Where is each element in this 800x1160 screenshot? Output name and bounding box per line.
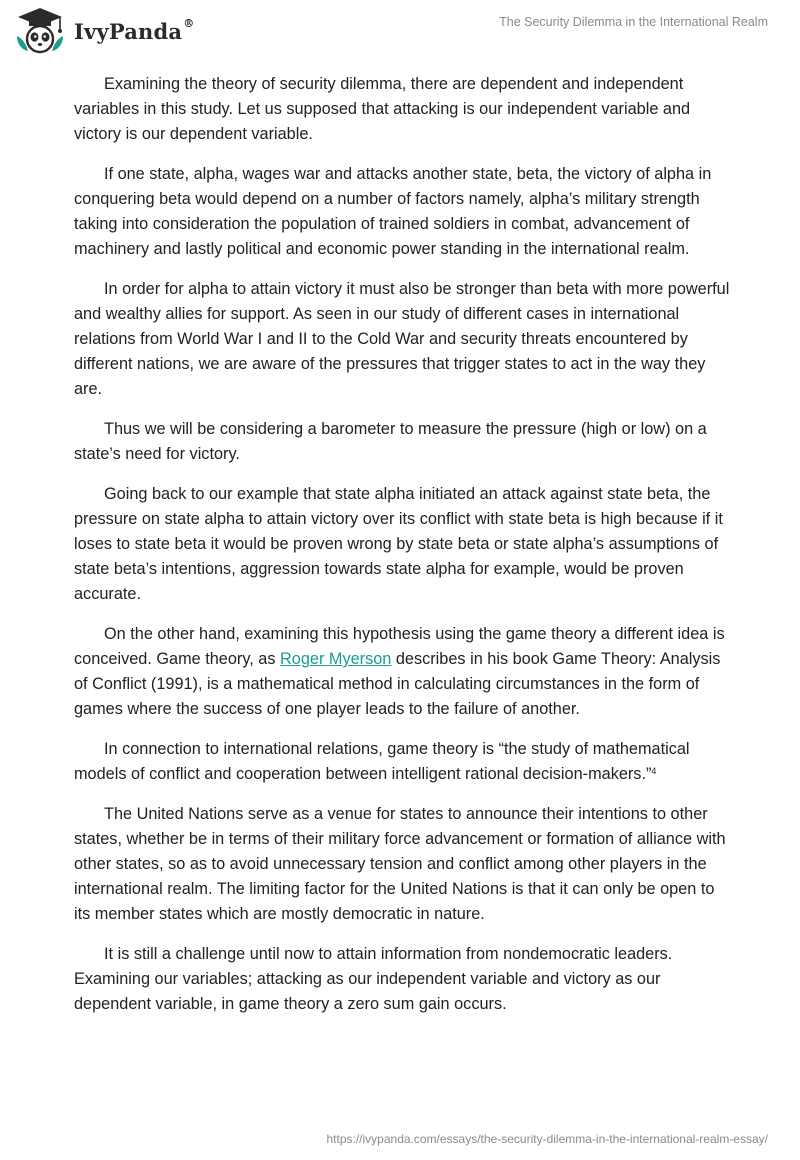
paragraph-text: describes in his book Game Theory: Analysis of Conflict (1991), is a mathematical method in calculating circumstances in the form of games where the success of one player leads to the failure of another. <box>74 650 721 718</box>
roger-myerson-link[interactable]: Roger Myerson <box>280 650 392 668</box>
ivypanda-logo[interactable] <box>14 6 194 56</box>
paragraph-text: On the other hand, examining this hypothesis using the game theory a different idea is conceived. Game theory, as <box>74 625 725 668</box>
page-header <box>0 0 800 60</box>
paragraph-international-relations <box>74 737 730 787</box>
logo-name: IvyPanda <box>74 18 183 44</box>
registered-mark: ® <box>183 16 195 30</box>
paragraph: If one state, alpha, wages war and attacks another state, beta, the victory of alpha in conquering beta would depend on a number of factors namely, alpha’s military strength taking into consideration the population of trained soldiers in combat, advancement of machinery and lastly political and economic power standing in the international realm. <box>74 165 712 258</box>
paragraph-game-theory <box>74 622 730 722</box>
paragraph: It is still a challenge until now to attain information from nondemocratic leaders. Examining our variables; attacking as our independent variable and victory as our dependent variable, in game theory a zero sum gain occurs. <box>74 945 673 1013</box>
source-url: https://ivypanda.com/essays/the-security-dilemma-in-the-international-realm-essay/ <box>326 1132 768 1146</box>
logo-wordmark <box>74 16 195 44</box>
paragraph: Going back to our example that state alpha initiated an attack against state beta, the pressure on state alpha to attain victory over its conflict with state beta is high because if it loses to state beta it would be proven wrong by state beta or state alpha’s assumptions of state beta’s intentions, aggression towards state alpha for example, would be proven accurate. <box>74 485 723 603</box>
paragraph: Thus we will be considering a barometer to measure the pressure (high or low) on a state’s need for victory. <box>74 420 707 463</box>
footnote-marker[interactable]: 4 <box>651 766 657 776</box>
panda-graduate-icon <box>14 6 66 56</box>
paragraph: The United Nations serve as a venue for states to announce their intentions to other states, whether be in terms of their military force advancement or formation of alliance with other states, so as to avoid unnecessary tension and conflict among other players in the international realm. The limiting factor for the United Nations is that it can only be open to its member states which are mostly democratic in nature. <box>74 805 726 923</box>
document-title: The Security Dilemma in the International Realm <box>499 15 768 29</box>
essay-body <box>74 72 730 1032</box>
paragraph: Examining the theory of security dilemma, there are dependent and independent variables in this study. Let us supposed that attacking is our independent variable and victory is our dependent variable. <box>74 75 691 143</box>
paragraph: In order for alpha to attain victory it must also be stronger than beta with more powerful and wealthy allies for support. As seen in our study of different cases in international relations from World War I and II to the Cold War and security threats encountered by different nations, we are aware of the pressures that trigger states to act in the way they are. <box>74 280 730 398</box>
paragraph-text: In connection to international relations, game theory is “the study of mathematical models of conflict and cooperation between intelligent rational decision-makers.” <box>74 740 690 783</box>
